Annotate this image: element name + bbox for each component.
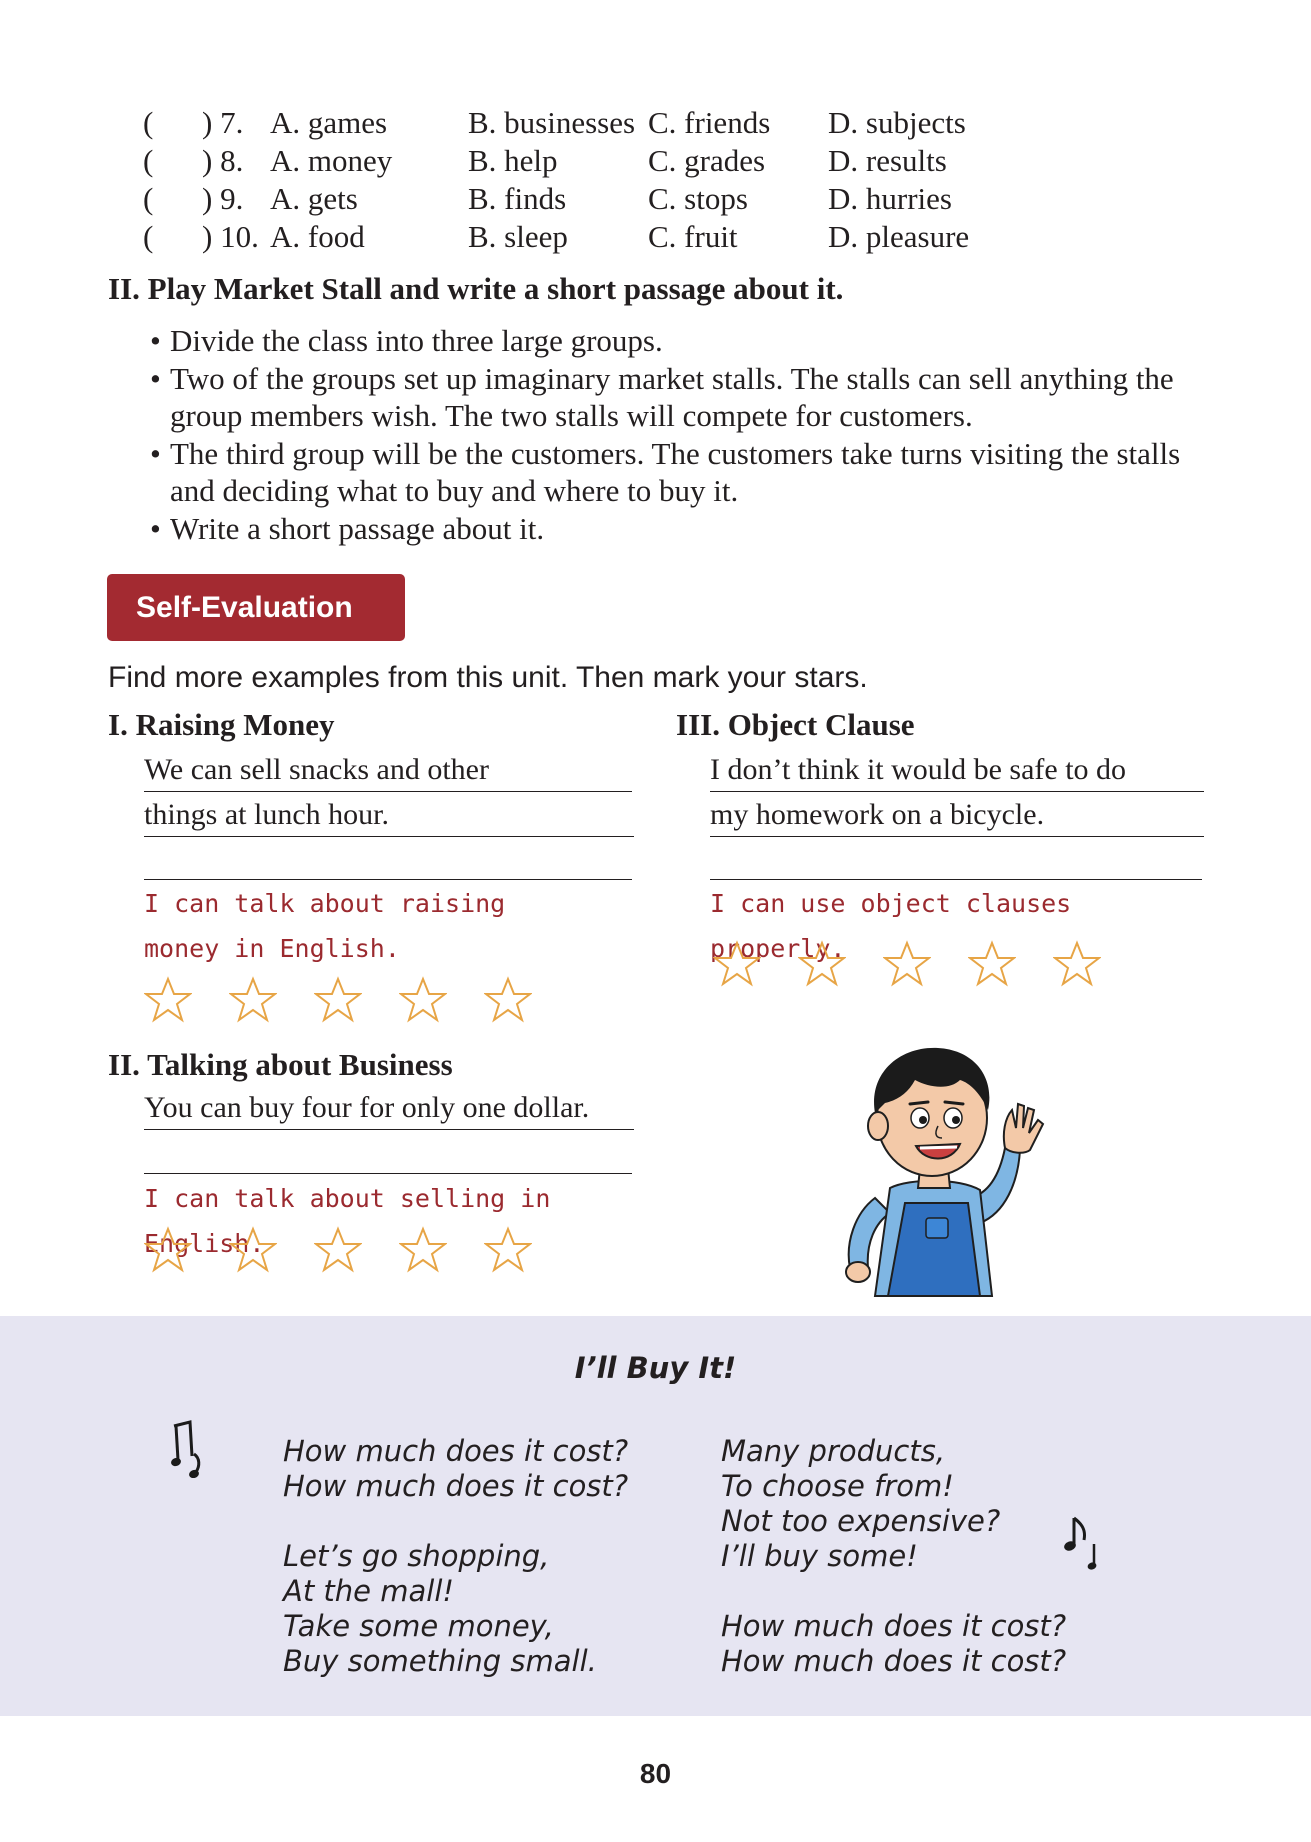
star-icon[interactable] <box>798 940 846 988</box>
option-b: B. finds <box>468 181 567 216</box>
talking-business-title: II. Talking about Business <box>108 1047 453 1082</box>
star-icon[interactable] <box>144 976 192 1024</box>
self-evaluation-badge: Self-Evaluation <box>107 574 405 641</box>
option-a: A. food <box>270 219 365 254</box>
star-icon[interactable] <box>229 976 277 1024</box>
instruction-item: • The third group will be the customers. The customers take turns visiting the stalls and deciding what to buy and where to buy it. <box>150 435 1190 510</box>
example-line[interactable] <box>710 836 1202 880</box>
option-a: A. games <box>270 105 388 140</box>
eighth-note-icon <box>1062 1516 1102 1572</box>
example-line[interactable]: We can sell snacks and other <box>144 748 632 792</box>
song-line: At the mall! <box>283 1574 454 1608</box>
instruction-item: • Two of the groups set up imaginary market stalls. The stalls can sell anything the group members wish. The two stalls will compete for customers. <box>150 360 1190 435</box>
option-c: C. stops <box>648 181 748 216</box>
song-line <box>283 1504 628 1539</box>
option-d: D. subjects <box>828 105 966 140</box>
raising-money-title: I. Raising Money <box>108 707 335 742</box>
star-rating-object-clause <box>713 940 1138 988</box>
option-a: A. gets <box>270 181 358 216</box>
option-a: A. money <box>270 143 393 178</box>
option-d: D. hurries <box>828 181 952 216</box>
option-d: D. results <box>828 143 947 178</box>
option-d: D. pleasure <box>828 219 970 254</box>
can-statement: I can talk about selling in English. <box>144 1184 551 1258</box>
song-line: How much does it cost? <box>721 1609 1067 1643</box>
example-line[interactable]: You can buy four for only one dollar. <box>144 1086 634 1130</box>
can-statement: I can talk about raising money in English. <box>144 889 506 963</box>
song-verse-right <box>721 1434 1066 1679</box>
star-icon[interactable] <box>144 1226 192 1274</box>
star-icon[interactable] <box>883 940 931 988</box>
song-verse-left <box>283 1434 628 1679</box>
page-number: 80 <box>639 1758 672 1789</box>
question-number: ) 7. <box>202 105 244 140</box>
instruction-item: • Divide the class into three large groups. <box>150 322 1190 360</box>
star-icon[interactable] <box>314 1226 362 1274</box>
song-line: How much does it cost? <box>283 1434 629 1468</box>
question-number: ) 8. <box>202 143 244 178</box>
waving-boy-illustration <box>820 1018 1050 1298</box>
question-number: ) 10. <box>202 219 259 254</box>
song-line: How much does it cost? <box>283 1469 629 1503</box>
music-notes-icon <box>170 1420 206 1478</box>
example-line[interactable]: things at lunch hour. <box>144 793 634 837</box>
song-line <box>721 1574 1066 1609</box>
object-clause-title: III. Object Clause <box>676 707 915 742</box>
example-line[interactable]: my homework on a bicycle. <box>710 793 1204 837</box>
instruction-list <box>150 322 1190 547</box>
song-line: To choose from! <box>721 1469 954 1503</box>
song-title: I’ll Buy It! <box>574 1351 737 1385</box>
option-c: C. friends <box>648 105 771 140</box>
option-b: B. businesses <box>468 105 636 140</box>
answer-blank[interactable]: ( <box>143 219 154 254</box>
can-statement: I can use object clauses properly. <box>710 889 1072 963</box>
example-line[interactable]: I don’t think it would be safe to do <box>710 748 1204 792</box>
star-icon[interactable] <box>968 940 1016 988</box>
star-icon[interactable] <box>484 976 532 1024</box>
answer-blank[interactable]: ( <box>143 181 154 216</box>
answer-blank[interactable]: ( <box>143 143 154 178</box>
self-evaluation-instruction: Find more examples from this unit. Then mark your stars. <box>108 661 868 694</box>
option-c: C. grades <box>648 143 766 178</box>
question-number: ) 9. <box>202 181 244 216</box>
song-line: How much does it cost? <box>721 1644 1067 1678</box>
song-line: Let’s go shopping, <box>283 1539 550 1573</box>
song-line: I’ll buy some! <box>721 1539 918 1573</box>
star-icon[interactable] <box>229 1226 277 1274</box>
instruction-item: • Write a short passage about it. <box>150 510 1190 548</box>
song-line: Not too expensive? <box>721 1504 1001 1538</box>
option-b: B. help <box>468 143 558 178</box>
section-2-title: II. Play Market Stall and write a short passage about it. <box>108 271 844 306</box>
option-c: C. fruit <box>648 219 738 254</box>
example-line[interactable] <box>144 1130 632 1174</box>
star-icon[interactable] <box>484 1226 532 1274</box>
option-b: B. sleep <box>468 219 568 254</box>
song-panel <box>0 1316 1311 1716</box>
star-rating-raising-money <box>144 976 569 1024</box>
star-icon[interactable] <box>399 976 447 1024</box>
song-line: Take some money, <box>283 1609 554 1643</box>
song-line: Many products, <box>721 1434 946 1468</box>
star-icon[interactable] <box>713 940 761 988</box>
example-line[interactable] <box>144 836 632 880</box>
star-rating-business <box>144 1226 569 1274</box>
song-line: Buy something small. <box>283 1644 597 1678</box>
star-icon[interactable] <box>314 976 362 1024</box>
star-icon[interactable] <box>1053 940 1101 988</box>
answer-blank[interactable]: ( <box>143 105 154 140</box>
star-icon[interactable] <box>399 1226 447 1274</box>
